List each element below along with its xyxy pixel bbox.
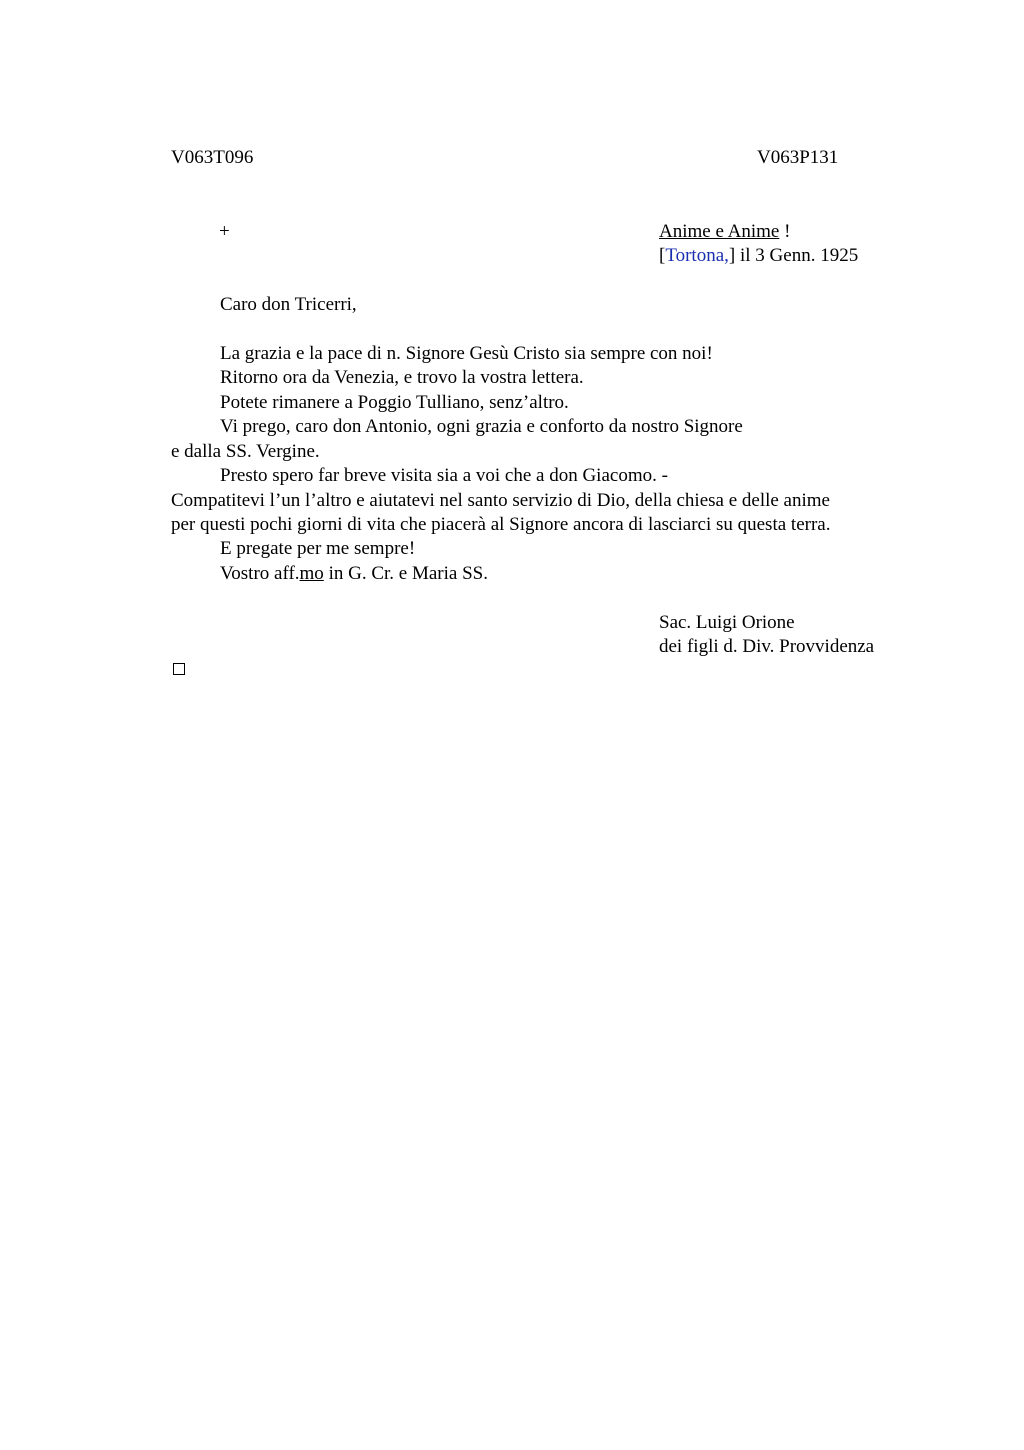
signature-title: dei figli d. Div. Provvidenza	[659, 636, 875, 657]
document-code-left: V063T096	[171, 147, 254, 168]
motto-punct: !	[779, 221, 791, 242]
bracket-open: [	[659, 245, 666, 266]
salutation: Caro don Tricerri,	[220, 294, 357, 315]
bracket-close: ]	[728, 245, 736, 266]
body-line-5: e dalla SS. Vergine.	[171, 441, 320, 462]
motto-text: Anime e Anime	[659, 221, 780, 242]
document-code-right: V063P131	[757, 147, 839, 168]
closing-abbrev: mo	[299, 563, 324, 584]
body-line-9: E pregate per me sempre!	[220, 538, 416, 559]
body-line-2: Ritorno ora da Venezia, e trovo la vostra lettera.	[220, 367, 584, 388]
end-mark-square-icon	[173, 663, 185, 675]
closing-post: in G. Cr. e Maria SS.	[323, 563, 488, 584]
body-line-7: Compatitevi l’un l’altro e aiutatevi nel santo servizio di Dio, della chiesa e delle anime	[171, 490, 830, 511]
cross-symbol: +	[219, 221, 230, 242]
body-line-3: Potete rimanere a Poggio Tulliano, senz’altro.	[220, 392, 569, 413]
place-date-line	[659, 244, 858, 268]
closing-pre: Vostro aff.	[220, 563, 300, 584]
body-line-4: Vi prego, caro don Antonio, ogni grazia e conforto da nostro Signore	[220, 416, 743, 437]
signature-name: Sac. Luigi Orione	[659, 612, 795, 633]
motto-line	[659, 220, 790, 244]
place-name: Tortona,	[665, 245, 729, 266]
letter-date: il 3 Genn. 1925	[735, 245, 859, 266]
body-line-6: Presto spero far breve visita sia a voi che a don Giacomo. -	[220, 465, 668, 486]
body-line-8: per questi pochi giorni di vita che piacerà al Signore ancora di lasciarci su questa terra.	[171, 514, 831, 535]
closing-line	[220, 562, 488, 586]
body-line-1: La grazia e la pace di n. Signore Gesù Cristo sia sempre con noi!	[220, 343, 713, 364]
